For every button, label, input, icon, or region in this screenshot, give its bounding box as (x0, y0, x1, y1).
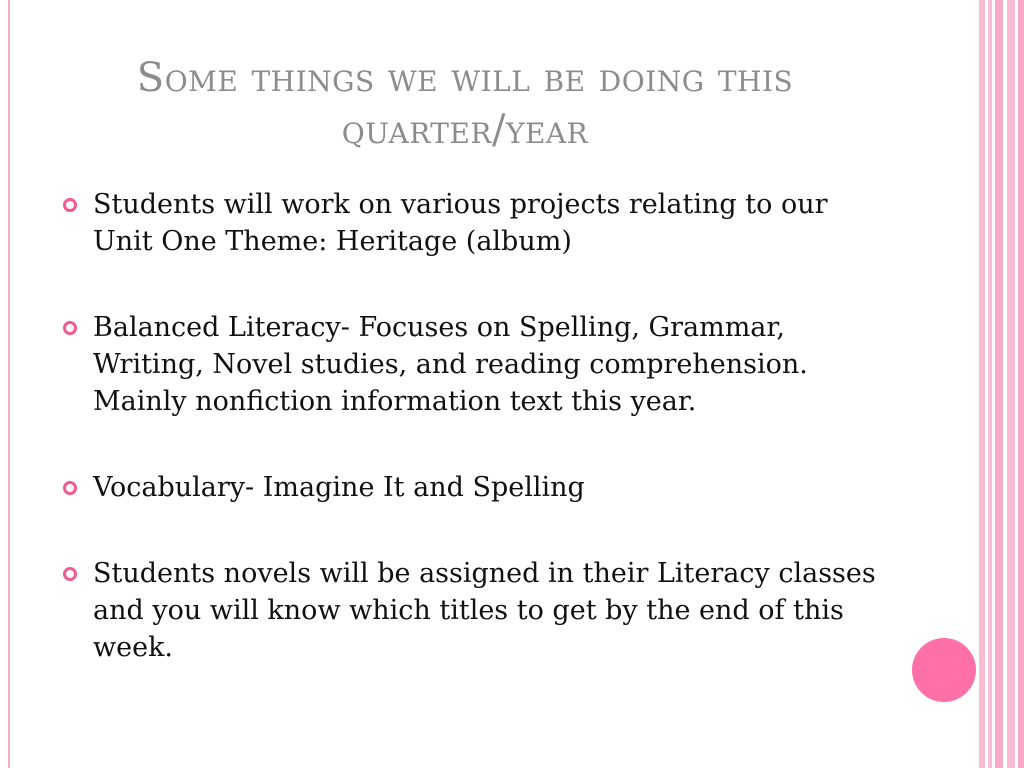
ring-bullet-icon (63, 567, 77, 581)
bullet-item (62, 186, 882, 260)
bullet-text: Vocabulary- Imagine It and Spelling (93, 472, 585, 503)
bullet-item (62, 469, 882, 506)
right-decorative-stripe (1018, 0, 1024, 768)
right-decorative-stripe (988, 0, 992, 768)
bullet-text: Students novels will be assigned in their Literacy classes and you will know which titles to get by the end of this week. (93, 558, 876, 663)
bullet-item (62, 555, 882, 666)
ring-bullet-icon (63, 481, 77, 495)
bullet-text: Students will work on various projects relating to our Unit One Theme: Heritage (album) (93, 189, 828, 257)
bullet-text: Balanced Literacy- Focuses on Spelling, Grammar, Writing, Novel studies, and reading comprehension. Mainly nonfiction information text this year. (93, 312, 808, 417)
right-decorative-stripe (1007, 0, 1015, 768)
right-decorative-stripe (995, 0, 1003, 768)
slide-title: Some things we will be doing this quarter/year (136, 55, 794, 153)
pink-circle-icon (912, 638, 976, 702)
right-decorative-stripe (979, 0, 985, 768)
bullet-item (62, 309, 882, 420)
bullet-list (62, 186, 882, 715)
ring-bullet-icon (63, 198, 77, 212)
ring-bullet-icon (63, 321, 77, 335)
left-border-line (8, 0, 10, 768)
